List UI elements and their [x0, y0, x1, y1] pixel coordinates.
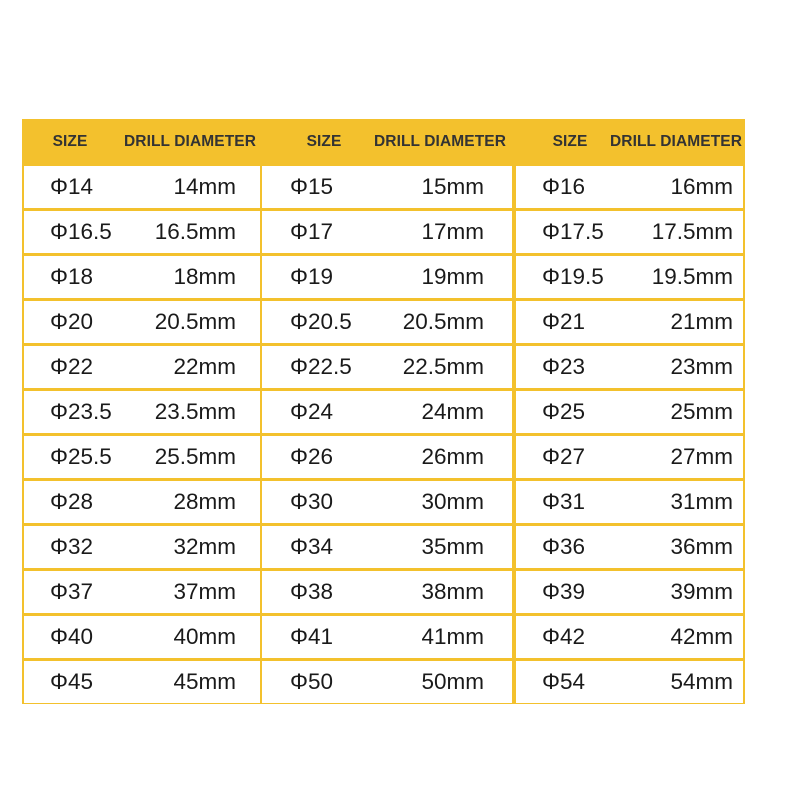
diameter-cell: 20.5mm — [154, 309, 236, 334]
header-group-1 — [22, 119, 272, 164]
table-row — [262, 571, 512, 613]
diameter-cell: 54mm — [670, 669, 733, 694]
diameter-cell: 23.5mm — [154, 399, 236, 424]
size-cell: Φ19 — [290, 264, 333, 289]
table-row — [24, 526, 260, 568]
size-cell: Φ16 — [542, 174, 585, 199]
table-row — [24, 301, 260, 343]
diameter-cell: 14mm — [173, 174, 236, 199]
diameter-cell: 40mm — [173, 624, 236, 649]
size-cell: Φ28 — [50, 489, 93, 514]
size-cell: Φ39 — [542, 579, 585, 604]
table-row — [24, 211, 260, 253]
table-header — [22, 119, 745, 164]
size-cell: Φ36 — [542, 534, 585, 559]
table-row — [24, 436, 260, 478]
header-size-label: SIZE — [306, 132, 342, 150]
table-row — [516, 166, 743, 208]
size-cell: Φ37 — [50, 579, 93, 604]
size-cell: Φ23.5 — [50, 399, 112, 424]
diameter-cell: 16mm — [670, 174, 733, 199]
diameter-cell: 42mm — [670, 624, 733, 649]
size-cell: Φ27 — [542, 444, 585, 469]
header-diameter-label: DRILL DIAMETER — [610, 132, 742, 150]
diameter-cell: 36mm — [670, 534, 733, 559]
diameter-cell: 22.5mm — [402, 354, 484, 379]
size-cell: Φ21 — [542, 309, 585, 334]
size-cell: Φ31 — [542, 489, 585, 514]
size-cell: Φ32 — [50, 534, 93, 559]
table-row — [262, 301, 512, 343]
size-cell: Φ25.5 — [50, 444, 112, 469]
header-diameter-label: DRILL DIAMETER — [124, 132, 256, 150]
diameter-cell: 35mm — [421, 534, 484, 559]
table-row — [262, 661, 512, 703]
diameter-cell: 18mm — [173, 264, 236, 289]
size-cell: Φ23 — [542, 354, 585, 379]
header-group-3 — [524, 119, 745, 164]
diameter-cell: 20.5mm — [402, 309, 484, 334]
table-row — [24, 616, 260, 658]
diameter-cell: 19.5mm — [651, 264, 733, 289]
table-row — [516, 661, 743, 703]
size-cell: Φ42 — [542, 624, 585, 649]
bottom-edge — [22, 704, 745, 707]
table-row — [24, 346, 260, 388]
size-cell: Φ30 — [290, 489, 333, 514]
table-row — [262, 346, 512, 388]
table-row — [262, 616, 512, 658]
size-cell: Φ20.5 — [290, 309, 352, 334]
diameter-cell: 17.5mm — [651, 219, 733, 244]
diameter-cell: 21mm — [670, 309, 733, 334]
diameter-cell: 27mm — [670, 444, 733, 469]
table-row — [262, 211, 512, 253]
table-row — [516, 211, 743, 253]
table-row — [24, 166, 260, 208]
table-row — [516, 616, 743, 658]
diameter-cell: 25mm — [670, 399, 733, 424]
diameter-cell: 32mm — [173, 534, 236, 559]
table-row — [24, 481, 260, 523]
diameter-cell: 37mm — [173, 579, 236, 604]
size-cell: Φ24 — [290, 399, 333, 424]
table-row — [516, 571, 743, 613]
size-cell: Φ40 — [50, 624, 93, 649]
table-row — [516, 391, 743, 433]
table-row — [24, 391, 260, 433]
header-size-label: SIZE — [552, 132, 588, 150]
diameter-cell: 24mm — [421, 399, 484, 424]
size-cell: Φ17 — [290, 219, 333, 244]
header-group-2 — [272, 119, 524, 164]
table-row — [262, 391, 512, 433]
table-row — [24, 571, 260, 613]
diameter-cell: 45mm — [173, 669, 236, 694]
size-cell: Φ38 — [290, 579, 333, 604]
size-cell: Φ20 — [50, 309, 93, 334]
table-row — [516, 256, 743, 298]
size-cell: Φ25 — [542, 399, 585, 424]
diameter-cell: 25.5mm — [154, 444, 236, 469]
size-cell: Φ50 — [290, 669, 333, 694]
table-row — [24, 256, 260, 298]
diameter-cell: 50mm — [421, 669, 484, 694]
size-cell: Φ19.5 — [542, 264, 604, 289]
table-row — [516, 526, 743, 568]
diameter-cell: 28mm — [173, 489, 236, 514]
table-row — [262, 166, 512, 208]
size-cell: Φ18 — [50, 264, 93, 289]
table-body — [22, 164, 745, 707]
table-row — [262, 481, 512, 523]
diameter-cell: 39mm — [670, 579, 733, 604]
size-cell: Φ41 — [290, 624, 333, 649]
size-cell: Φ26 — [290, 444, 333, 469]
table-row — [24, 661, 260, 703]
diameter-cell: 22mm — [173, 354, 236, 379]
header-size-label: SIZE — [52, 132, 88, 150]
diameter-cell: 15mm — [421, 174, 484, 199]
diameter-cell: 23mm — [670, 354, 733, 379]
size-cell: Φ34 — [290, 534, 333, 559]
table-row — [516, 436, 743, 478]
diameter-cell: 41mm — [421, 624, 484, 649]
diameter-cell: 16.5mm — [154, 219, 236, 244]
size-cell: Φ22 — [50, 354, 93, 379]
diameter-cell: 19mm — [421, 264, 484, 289]
table-row — [516, 346, 743, 388]
size-cell: Φ45 — [50, 669, 93, 694]
size-cell: Φ14 — [50, 174, 93, 199]
table-row — [262, 526, 512, 568]
table-row — [262, 436, 512, 478]
size-cell: Φ16.5 — [50, 219, 112, 244]
diameter-cell: 31mm — [670, 489, 733, 514]
size-cell: Φ17.5 — [542, 219, 604, 244]
drill-size-table — [22, 119, 745, 707]
diameter-cell: 30mm — [421, 489, 484, 514]
diameter-cell: 26mm — [421, 444, 484, 469]
table-row — [516, 481, 743, 523]
size-cell: Φ22.5 — [290, 354, 352, 379]
diameter-cell: 38mm — [421, 579, 484, 604]
size-cell: Φ15 — [290, 174, 333, 199]
size-cell: Φ54 — [542, 669, 585, 694]
header-diameter-label: DRILL DIAMETER — [374, 132, 506, 150]
diameter-cell: 17mm — [421, 219, 484, 244]
table-row — [516, 301, 743, 343]
table-row — [262, 256, 512, 298]
